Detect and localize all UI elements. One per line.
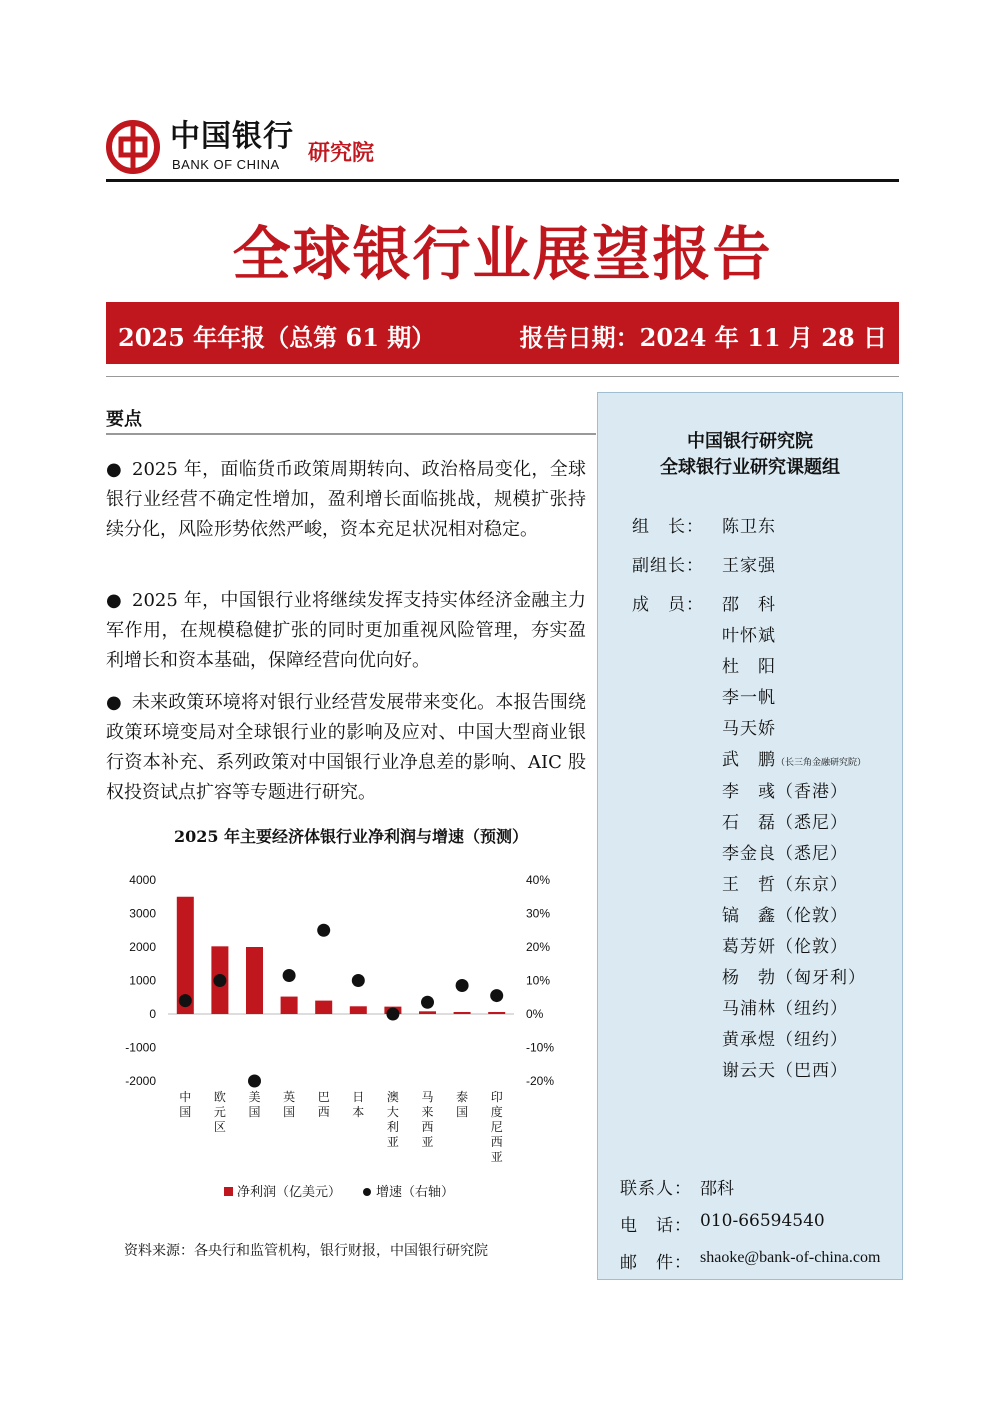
member-name bbox=[722, 963, 866, 988]
legend-bar-swatch bbox=[224, 1187, 233, 1196]
member-name-text: 叶怀斌 bbox=[722, 626, 776, 646]
y-right-tick-label: -10% bbox=[526, 1040, 555, 1055]
x-category-label: 尼 bbox=[490, 1120, 503, 1134]
member-name-text: 马天娇 bbox=[722, 719, 776, 740]
member-name bbox=[722, 994, 848, 1019]
member-name-text: 杜 阳 bbox=[722, 657, 776, 678]
y-right-tick-label: 30% bbox=[526, 906, 551, 921]
y-left-tick-label: 3000 bbox=[129, 906, 156, 921]
x-category-label: 美 bbox=[248, 1090, 261, 1104]
member-name bbox=[722, 839, 848, 864]
member-name bbox=[722, 683, 776, 708]
deputy-leader-label: 副组长： bbox=[632, 556, 704, 576]
x-category-label: 元 bbox=[213, 1105, 226, 1119]
y-left-tick-label: -1000 bbox=[125, 1040, 156, 1055]
member-name bbox=[722, 714, 776, 739]
members-label: 成 员： bbox=[632, 595, 704, 615]
y-left-tick-label: 0 bbox=[149, 1007, 156, 1021]
report-date: 报告日期：2024 年 11 月 28 日 bbox=[519, 323, 887, 352]
member-name bbox=[722, 808, 848, 833]
y-left-tick-label: 2000 bbox=[129, 940, 156, 954]
growth-dot bbox=[179, 994, 192, 1007]
member-name-text: 杨 勃（匈牙利） bbox=[722, 968, 866, 989]
deputy-leader-name: 王家强 bbox=[722, 556, 776, 576]
legend-dot-swatch bbox=[363, 1188, 371, 1196]
x-category-label: 度 bbox=[490, 1105, 503, 1119]
member-name bbox=[722, 652, 776, 677]
legend-dot-label: 增速（右轴） bbox=[376, 1185, 455, 1200]
bullet-icon: ● bbox=[106, 590, 122, 611]
profit-growth-chart bbox=[106, 860, 596, 1210]
bullet-icon: ● bbox=[106, 692, 122, 713]
team-leader-name: 陈卫东 bbox=[722, 517, 776, 537]
growth-dot bbox=[317, 924, 330, 937]
x-category-label: 马 bbox=[421, 1090, 434, 1104]
member-name-text: 黄承煜（纽约） bbox=[722, 1030, 848, 1051]
key-point-text: 2025 年，中国银行业将继续发挥支持实体经济金融主力军作用，在规模稳健扩张的同时更加重视风险管理，夯实盈利增长和资本基础，保障经营向优向好。 bbox=[106, 590, 586, 671]
x-category-label: 西 bbox=[317, 1105, 330, 1119]
issue-banner bbox=[106, 302, 899, 364]
member-name-text: 李一帆 bbox=[722, 688, 776, 709]
member-name bbox=[722, 777, 848, 802]
x-category-label: 西 bbox=[421, 1120, 434, 1134]
y-right-tick-label: 40% bbox=[526, 873, 551, 887]
growth-dot bbox=[421, 996, 434, 1009]
x-category-label: 亚 bbox=[490, 1150, 503, 1164]
x-category-label: 国 bbox=[248, 1105, 261, 1119]
x-category-label: 区 bbox=[213, 1120, 226, 1134]
x-category-label: 欧 bbox=[213, 1090, 226, 1104]
y-left-tick-label: -2000 bbox=[125, 1074, 156, 1088]
y-right-tick-label: 20% bbox=[526, 940, 551, 954]
x-category-label: 亚 bbox=[386, 1135, 399, 1149]
growth-dot bbox=[386, 1008, 399, 1021]
growth-dot bbox=[248, 1075, 261, 1088]
profit-bar bbox=[454, 1012, 471, 1014]
x-category-label: 亚 bbox=[421, 1135, 434, 1149]
member-name bbox=[722, 901, 848, 926]
growth-dot bbox=[456, 979, 469, 992]
y-right-tick-label: 0% bbox=[526, 1007, 544, 1021]
key-point-text: 2025 年，面临货币政策周期转向、政治格局变化，全球银行业经营不确定性增加，盈利增长面临挑战，规模扩张持续分化，风险形势依然严峻，资本充足状况相对稳定。 bbox=[106, 459, 586, 540]
chart-title: 2025 年主要经济体银行业净利润与增速（预测） bbox=[173, 827, 529, 846]
header-divider bbox=[106, 179, 899, 182]
y-left-tick-label: 4000 bbox=[129, 873, 156, 887]
member-name bbox=[722, 870, 848, 895]
profit-bar bbox=[315, 1001, 332, 1014]
phone-label: 电 话： bbox=[620, 1216, 692, 1236]
member-name-text: 石 磊（悉尼） bbox=[722, 812, 848, 833]
phone-number: 010-66594540 bbox=[700, 1211, 825, 1231]
legend-bar-label: 净利润（亿美元） bbox=[237, 1185, 342, 1200]
profit-bar bbox=[419, 1011, 436, 1014]
bank-of-china-logo-icon bbox=[106, 120, 160, 174]
y-left-tick-label: 1000 bbox=[129, 973, 156, 988]
member-name bbox=[722, 621, 776, 646]
bullet-icon: ● bbox=[106, 459, 122, 480]
contact-person-label: 联系人： bbox=[620, 1179, 692, 1199]
x-category-label: 利 bbox=[386, 1120, 399, 1134]
key-point-item bbox=[106, 688, 586, 808]
member-name bbox=[722, 745, 866, 770]
member-affiliation-note: （长三角金融研究院） bbox=[776, 758, 867, 769]
member-name-text: 李金良（悉尼） bbox=[722, 843, 848, 864]
key-points-divider bbox=[106, 433, 596, 435]
issue-number: 2025 年年报（总第 61 期） bbox=[118, 323, 436, 352]
chart-source: 资料来源：各央行和监管机构，银行财报，中国银行研究院 bbox=[124, 1243, 488, 1259]
team-leader-label: 组 长： bbox=[632, 517, 704, 537]
profit-bar bbox=[488, 1012, 505, 1014]
member-name bbox=[722, 1056, 848, 1081]
x-category-label: 国 bbox=[179, 1105, 192, 1119]
member-name-text: 镐 鑫（伦敦） bbox=[722, 905, 848, 926]
profit-bar bbox=[281, 997, 298, 1014]
key-point-text: 未来政策环境将对银行业经营发展带来变化。本报告围绕政策环境变局对全球银行业的影响及应对、中国大型商业银行资本补充、系列政策对中国银行业净息差的影响、AIC 股权投资试点扩容等专题进行研究。 bbox=[106, 692, 586, 803]
growth-dot bbox=[283, 969, 296, 982]
research-team-sidebar bbox=[597, 392, 903, 1280]
x-category-label: 大 bbox=[386, 1105, 399, 1119]
institute-name: 研究院 bbox=[308, 140, 375, 166]
key-point-item bbox=[106, 586, 586, 676]
sidebar-org-name: 中国银行研究院 bbox=[687, 431, 813, 452]
x-category-label: 来 bbox=[421, 1105, 434, 1119]
x-category-label: 澳 bbox=[386, 1090, 399, 1104]
member-name-text: 马浦林（纽约） bbox=[722, 999, 848, 1020]
x-category-label: 中 bbox=[179, 1090, 192, 1104]
member-name-text: 李 彧（香港） bbox=[722, 781, 848, 802]
member-name-text: 王 哲（东京） bbox=[722, 874, 848, 895]
sidebar-team-name: 全球银行业研究课题组 bbox=[660, 457, 840, 478]
x-category-label: 国 bbox=[283, 1105, 296, 1119]
y-right-tick-label: 10% bbox=[526, 973, 551, 988]
member-name-text: 葛芳妍（伦敦） bbox=[722, 937, 848, 957]
profit-bar bbox=[246, 947, 263, 1014]
email-link[interactable]: shaoke@bank-of-china.com bbox=[700, 1249, 881, 1266]
x-category-label: 国 bbox=[456, 1105, 469, 1119]
member-name-text: 谢云天（巴西） bbox=[722, 1061, 848, 1082]
logo-chinese-name: 中国银行 bbox=[170, 119, 294, 154]
member-name bbox=[722, 1025, 848, 1050]
profit-bar bbox=[350, 1006, 367, 1014]
key-points-title: 要点 bbox=[106, 409, 142, 430]
report-title: 全球银行业展望报告 bbox=[232, 220, 773, 288]
x-category-label: 巴 bbox=[317, 1090, 330, 1104]
x-category-label: 日 bbox=[352, 1090, 365, 1104]
growth-dot bbox=[490, 989, 503, 1002]
member-name bbox=[722, 932, 848, 957]
key-point-item bbox=[106, 455, 586, 545]
x-category-label: 本 bbox=[352, 1105, 365, 1119]
x-category-label: 英 bbox=[283, 1090, 296, 1104]
contact-person: 邵科 bbox=[700, 1179, 734, 1199]
email-label: 邮 件： bbox=[620, 1253, 692, 1273]
logo-english-name: BANK OF CHINA bbox=[172, 157, 280, 172]
x-category-label: 泰 bbox=[456, 1090, 469, 1104]
y-right-tick-label: -20% bbox=[526, 1074, 555, 1088]
growth-dot bbox=[352, 974, 365, 987]
member-name-text: 武 鹏 bbox=[722, 750, 776, 771]
growth-dot bbox=[213, 974, 226, 987]
member-name: 邵 科 bbox=[722, 595, 776, 615]
x-category-label: 印 bbox=[490, 1090, 503, 1104]
x-category-label: 西 bbox=[490, 1135, 503, 1149]
banner-divider bbox=[106, 376, 899, 377]
